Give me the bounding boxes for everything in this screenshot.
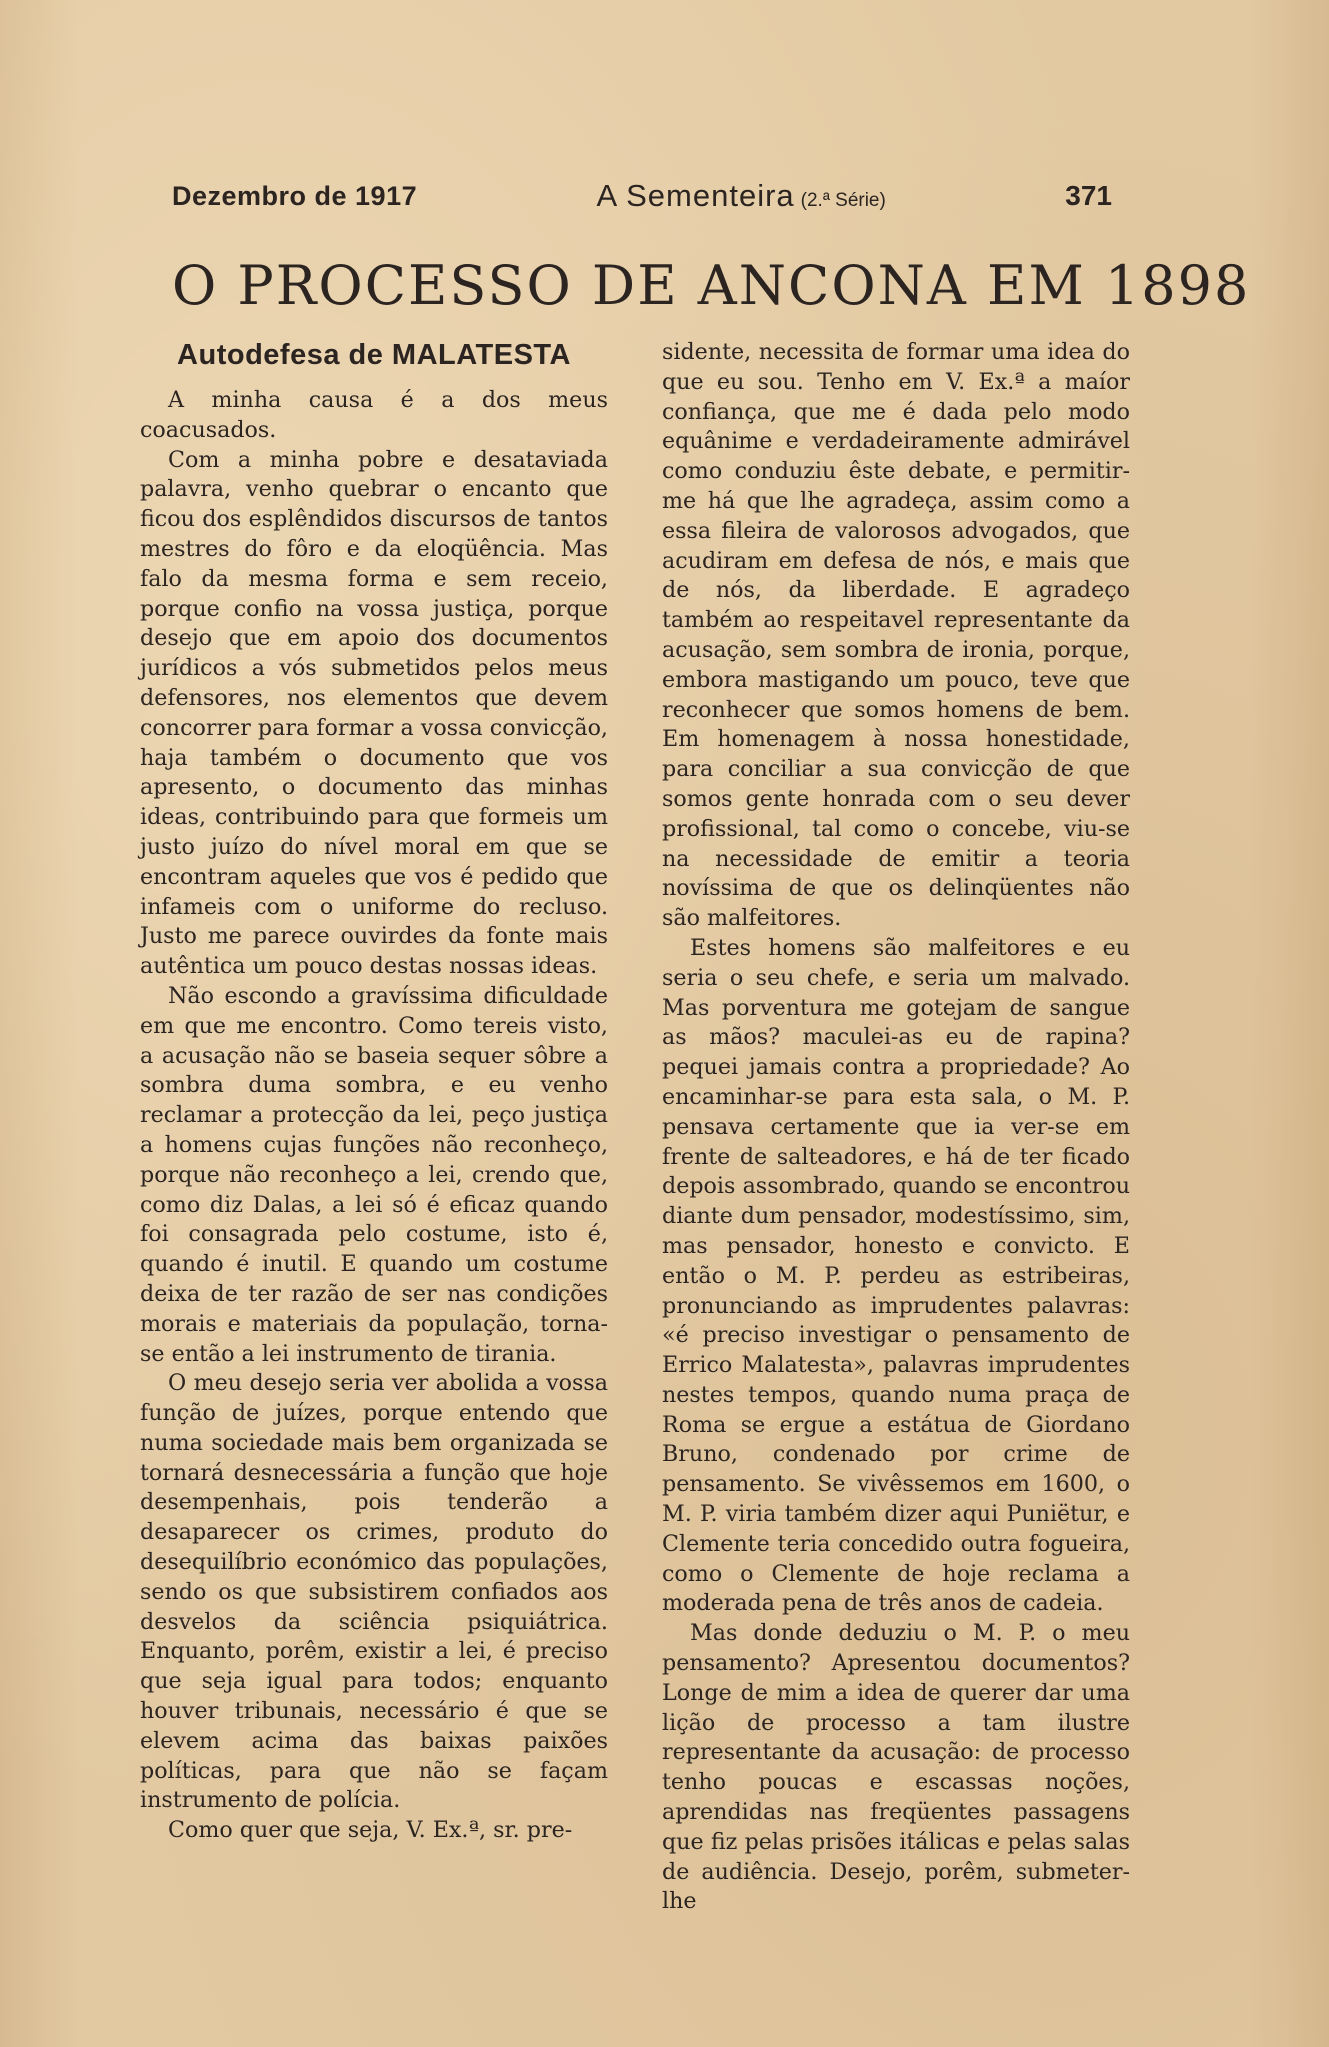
running-head — [172, 172, 1112, 220]
paragraph: O meu desejo seria ver abolida a vossa função de juízes, porque entendo que numa sociedade mais bem organizada se tornará desnecessária a função que hoje desempenhais, pois tenderão a desaparecer os crimes, produto do desequilíbrio económico das populações, sendo os que subsistirem confiados aos desvelos da sciência psiquiátrica. Enquanto, porêm, existir a lei, é preciso que seja igual para todos; enquanto houver tribunais, necessário é que se elevem acima das baixas paixões políticas, para que não se façam instrumento de polícia. — [140, 1370, 608, 1814]
paragraph: Com a minha pobre e desataviada palavra, venho quebrar o encanto que ficou dos esplêndidos discursos de tantos mestres do fôro e da eloqüência. Mas falo da mesma forma e sem receio, porque confio na vossa justiça, porque desejo que em apoio dos documentos jurídicos a vós submetidos pelos meus defensores, nos elementos que devem concorrer para formar a vossa convicção, haja também o documento que vos apresento, o documento das minhas ideas, contribuindo para que formeis um justo juízo do nível moral em que se encontram aqueles que vos é pedido que infameis com o uniforme do recluso. Justo me parece ouvirdes da fonte mais autêntica um pouco destas nossas ideas. — [140, 446, 608, 980]
left-column — [140, 338, 608, 1846]
journal-name-group — [597, 178, 886, 214]
series-label: (2.ª Série) — [800, 190, 886, 211]
paragraph: Não escondo a gravíssima dificuldade em que me encontro. Como tereis visto, a acusação não se baseia sequer sôbre a sombra duma sombra, e eu venho reclamar a protecção da lei, peço justiça a homens cujas funções não reconheço, porque não reconheço a lei, crendo que, como diz Dalas, a lei só é eficaz quando foi consagrada pelo costume, isto é, quando é inutil. E quando um costume deixa de ter razão de ser nas condições morais e materiais da população, torna-se então a lei instrumento de tirania. — [140, 982, 608, 1367]
right-column — [662, 338, 1130, 1917]
page-number: 371 — [1065, 180, 1112, 211]
journal-name: A Sementeira — [596, 178, 795, 213]
article-subtitle: Autodefesa de MALATESTA — [177, 339, 571, 371]
article-title: O PROCESSO DE ANCONA EM 1898 — [172, 254, 1251, 317]
paragraph: A minha causa é a dos meus coacusados. — [140, 387, 608, 443]
paragraph: Estes homens são malfeitores e eu seria o seu chefe, e seria um malvado. Mas porventura me gotejam de sangue as mãos? maculei-as eu de rapina? pequei jamais contra a propriedade? Ao encaminhar-se para esta sala, o M. P. pensava certamente que ia ver-se em frente de salteadores, e há de ter ficado depois assombrado, quando se encontrou diante dum pensador, modestíssimo, sim, mas pensador, honesto e convicto. E então o M. P. perdeu as estribeiras, pronunciando as imprudentes palavras: «é preciso investigar o pensamento de Errico Malatesta», palavras imprudentes nestes tempos, quando numa praça de Roma se ergue a estátua de Giordano Bruno, condenado por crime de pensamento. Se vivêssemos em 1600, o M. P. viria também dizer aqui Puniëtur, e Clemente teria concedido outra fogueira, como o Clemente de hoje reclama a moderada pena de três anos de cadeia. — [662, 934, 1130, 1617]
issue-date: Dezembro de 1917 — [172, 180, 418, 211]
paragraph: Como quer que seja, V. Ex.ª, sr. pre- — [168, 1817, 573, 1844]
paragraph: Mas donde deduziu o M. P. o meu pensamento? Apresentou documentos? Longe de mim a idea de querer dar uma lição de processo a tam ilustre representante da acusação: de processo tenho poucas e escassas noções, aprendidas nas freqüentes passagens que fiz pelas prisões itálicas e pelas salas de audiência. Desejo, porêm, submeter-lhe — [662, 1620, 1130, 1915]
paragraph: sidente, necessita de formar uma idea do que eu sou. Tenho em V. Ex.ª a maíor confiança, que me é dada pelo modo equânime e verdadeiramente admirável como conduziu êste debate, e permitir-me há que lhe agradeça, assim como a essa fileira de valorosos advogados, que acudiram em defesa de nós, e mais que de nós, da liberdade. E agradeço também ao respeitavel representante da acusação, sem sombra de ironia, porque, embora mastigando um pouco, teve que reconhecer que somos homens de bem. Em homenagem à nossa honestidade, para conciliar a sua convicção de que somos gente honrada com o seu dever profissional, tal como o concebe, viu-se na necessidade de emitir a teoria novíssima de que os delinqüentes não são malfeitores. — [662, 339, 1130, 932]
